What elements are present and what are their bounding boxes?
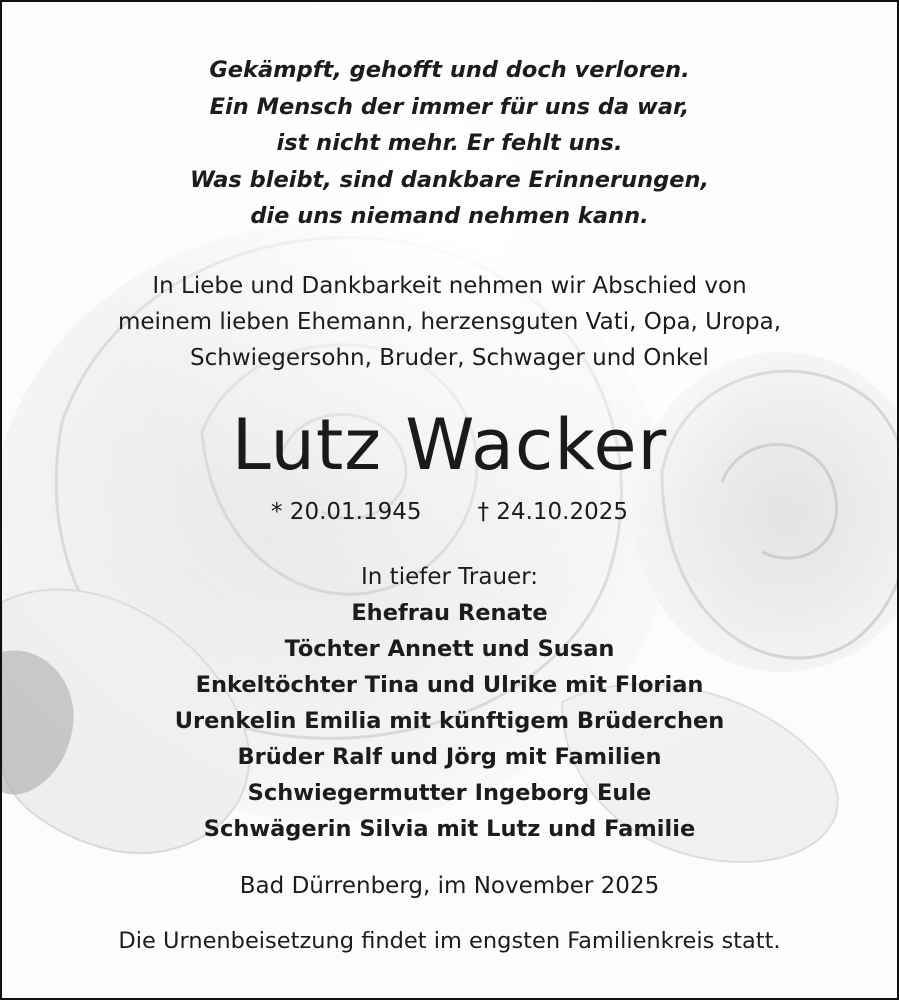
place-and-date: Bad Dürrenberg, im November 2025 — [239, 873, 660, 899]
mourner-entry: Schwägerin Silvia mit Lutz und Familie — [203, 816, 696, 842]
mourning-lead: In tiefer Trauer: — [361, 564, 538, 590]
mourner-entry: Töchter Annett und Susan — [284, 636, 615, 662]
birth-date: * 20.01.1945 — [271, 499, 422, 525]
mourner-entry: Urenkelin Emilia mit künftigem Brüderchen — [174, 708, 725, 734]
intro-line: Schwiegersohn, Bruder, Schwager und Onkel — [190, 345, 709, 371]
life-dates — [2, 494, 897, 530]
poem-line: Ein Mensch der immer für uns da war, — [209, 93, 690, 120]
funeral-note: Die Urnenbeisetzung findet im engsten Familienkreis statt. — [118, 928, 781, 954]
poem-line: Gekämpft, gehofft und doch verloren. — [209, 57, 690, 83]
deceased-name: Lutz Wacker — [231, 404, 668, 486]
intro-line: In Liebe und Dankbarkeit nehmen wir Abschied von — [152, 273, 747, 299]
intro-line: meinem lieben Ehemann, herzensguten Vati, Opa, Uropa, — [117, 309, 782, 335]
poem-line: ist nicht mehr. Er fehlt uns. — [276, 130, 623, 156]
mourner-entry: Schwiegermutter Ingeborg Eule — [247, 780, 652, 806]
poem-line: die uns niemand nehmen kann. — [250, 203, 649, 229]
poem-line: Was bleibt, sind dankbare Erinnerungen, — [189, 166, 710, 193]
mourner-entry: Brüder Ralf und Jörg mit Familien — [237, 744, 662, 770]
farewell-intro — [2, 268, 897, 376]
mourner-entry: Enkeltöchter Tina und Ulrike mit Florian — [195, 672, 704, 698]
memorial-poem — [2, 52, 897, 235]
death-date: † 24.10.2025 — [477, 499, 628, 525]
mourner-entry: Ehefrau Renate — [351, 600, 548, 626]
mourners-list — [2, 559, 897, 847]
